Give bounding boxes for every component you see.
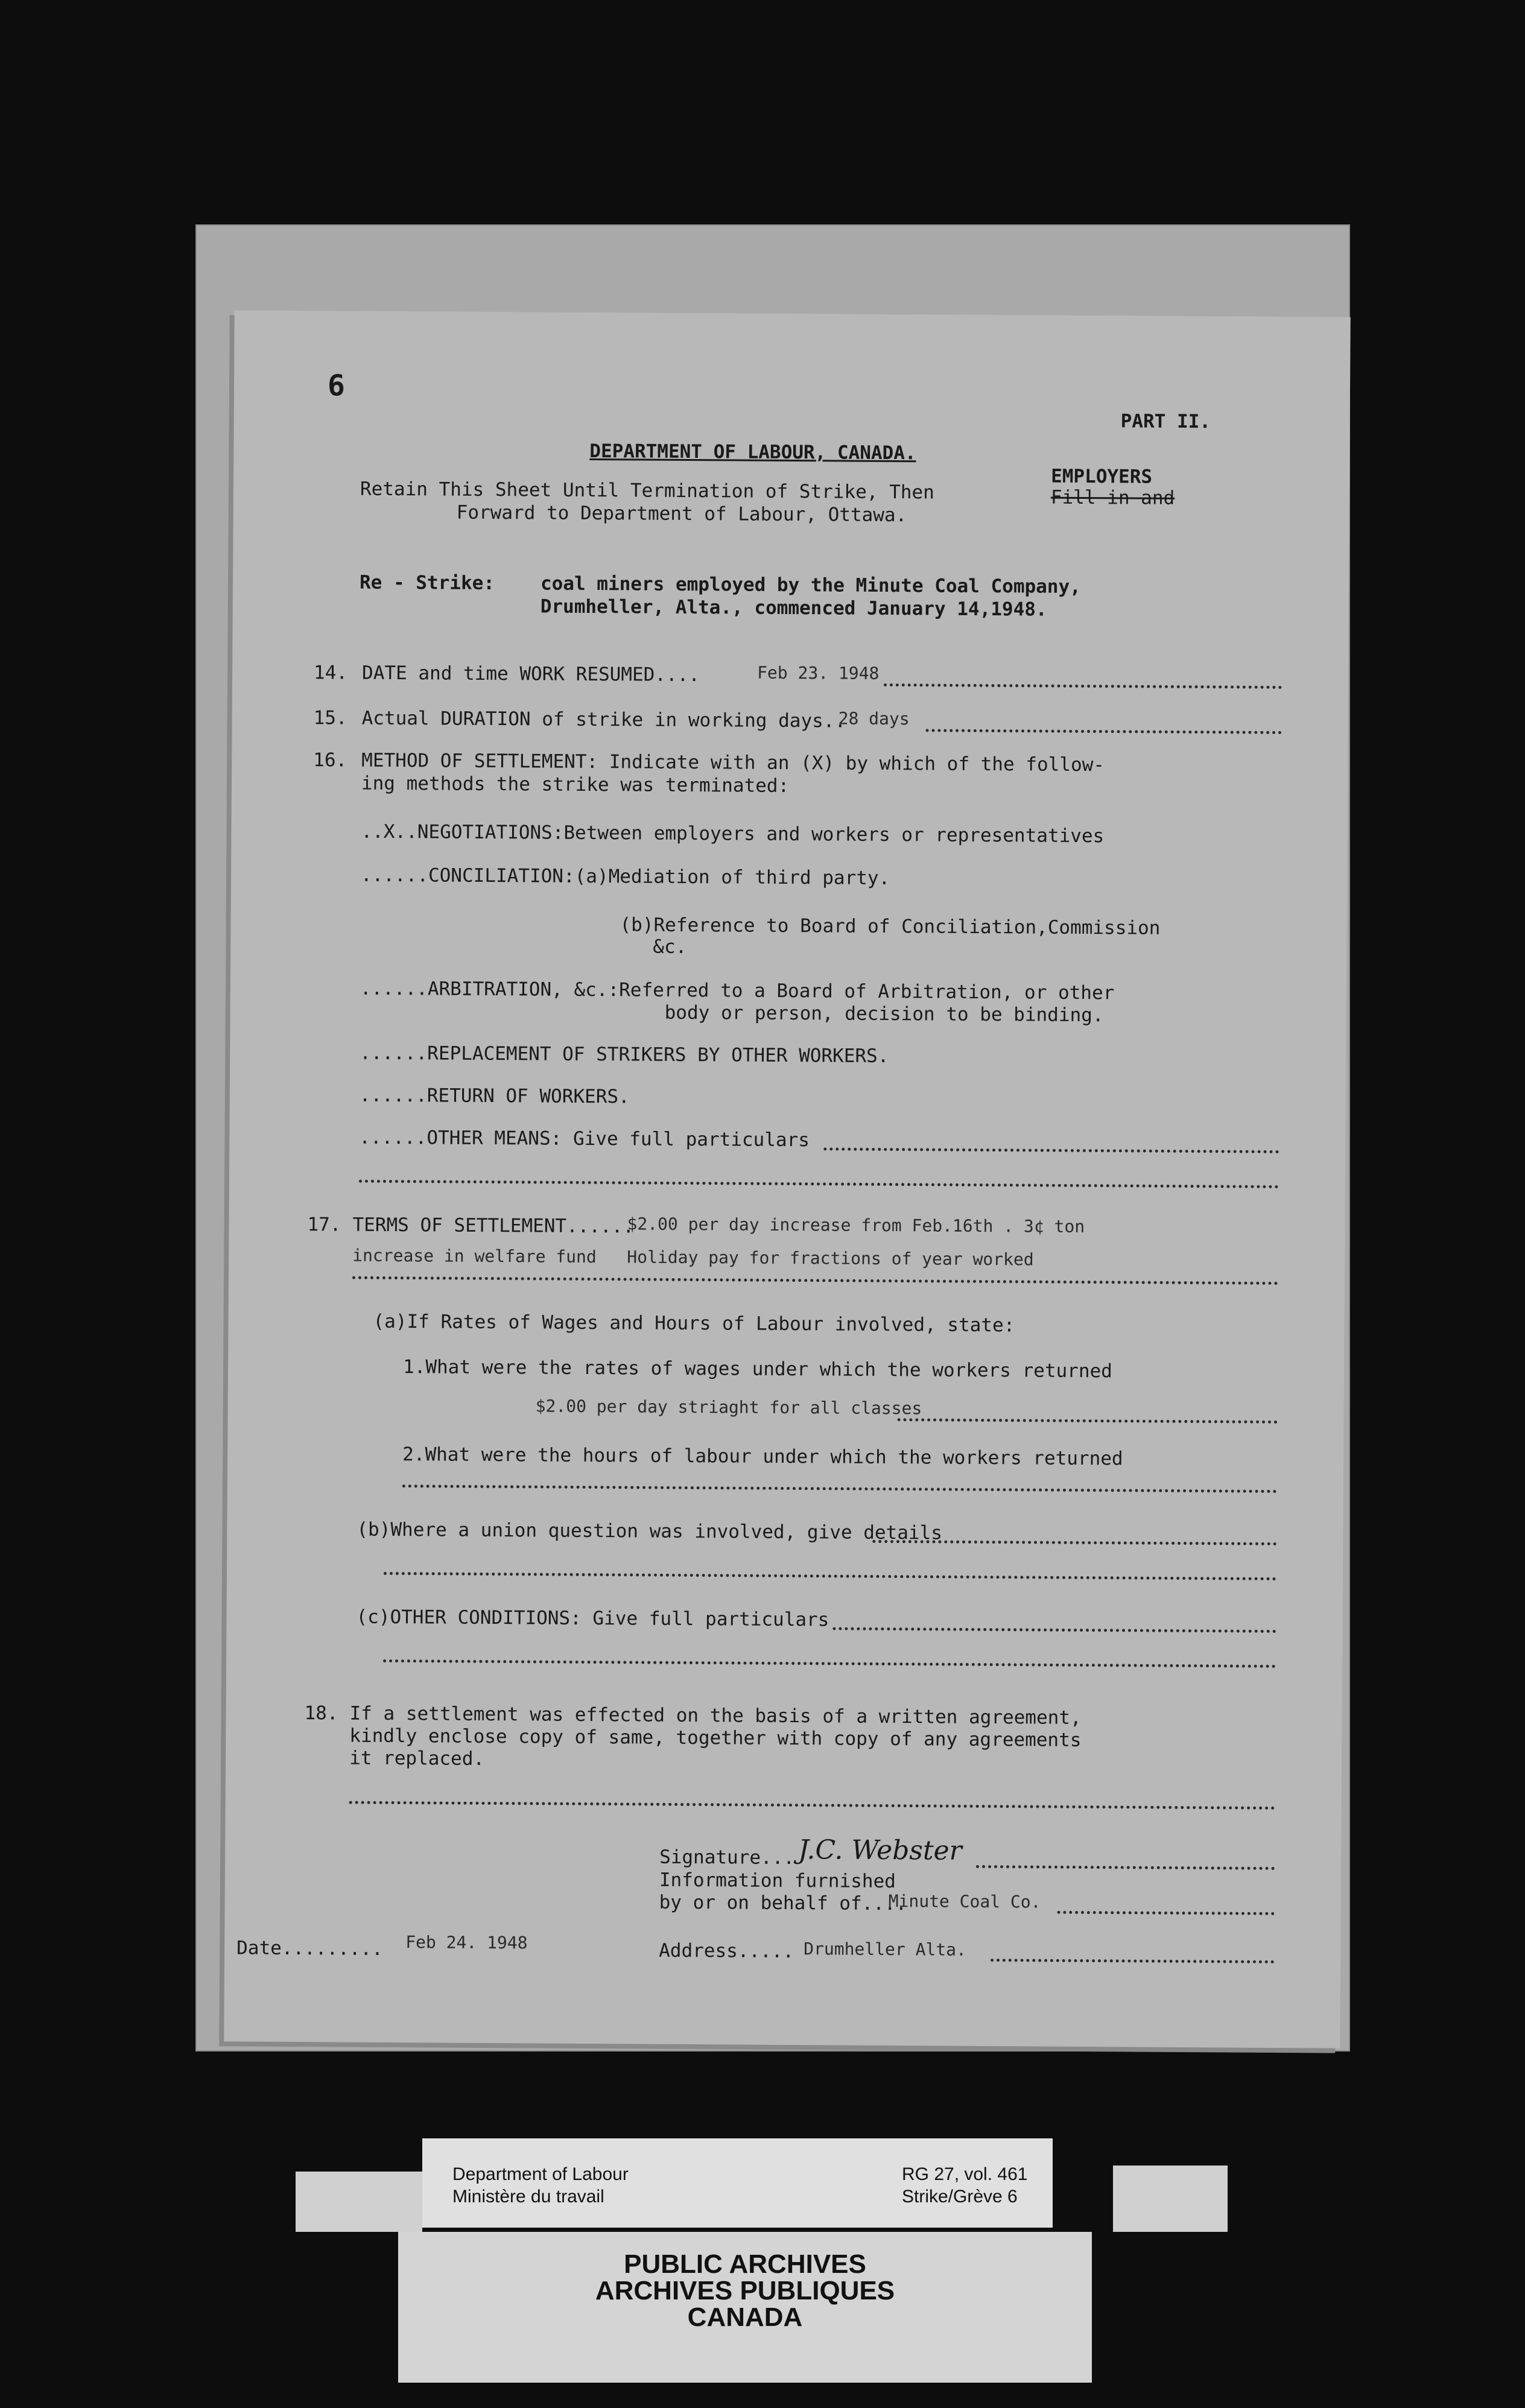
q17a2-line: 2.What were the hours of labour under which the workers returned [402,1443,1123,1470]
q17-value-2: increase in welfare fund Holiday pay for fractions of year worked [352,1245,1034,1270]
re-strike-line-2: Drumheller, Alta., commenced January 14,1948. [540,595,1047,621]
q17b-dots [872,1540,1276,1545]
stamp-line-1: PUBLIC ARCHIVES [624,2249,866,2279]
q16-line-1: METHOD OF SETTLEMENT: Indicate with an (X) by which of the follow- [361,749,1105,776]
q16-line-2: ing methods the strike was terminated: [361,772,790,797]
other-means-line: ......OTHER MEANS: Give full particulars [359,1126,810,1152]
info-line-2: by or on behalf of.... [659,1891,907,1915]
q14-label: DATE and time WORK RESUMED.... [362,662,700,686]
conciliation-b-line-1: (b)Reference to Board of Conciliation,Commission [620,914,1161,939]
q17-number: 17. [307,1214,341,1236]
info-line-1: Information furnished [659,1869,896,1893]
q15-label: Actual DURATION of strike in working days.. [361,707,846,732]
strike-form-page [224,310,1350,2048]
q14-number: 14. [314,662,348,684]
address-value: Drumheller Alta. [804,1939,967,1960]
q17c-dots [832,1627,1276,1632]
q17a1-dots [898,1418,1278,1424]
q17c-dots-2 [383,1659,1276,1668]
q18-line-1: If a settlement was effected on the basis of a written agreement, [349,1702,1082,1729]
conciliation-line: ......CONCILIATION:(a)Mediation of third party. [360,864,890,890]
q17a-line: (a)If Rates of Wages and Hours of Labour involved, state: [373,1310,1015,1337]
archive-label [422,2138,1053,2228]
other-means-dots-2 [359,1180,1279,1188]
re-strike-label: Re - Strike: [359,571,495,595]
q14-dots [884,683,1282,689]
return-line: ......RETURN OF WORKERS. [359,1084,630,1108]
arbitration-line-1: ......ARBITRATION, &c.:Referred to a Board of Arbitration, or other [360,977,1115,1004]
label-ref: RG 27, vol. 461 [902,2164,1028,2184]
q16-number: 16. [313,749,347,772]
q18-line-2: kindly enclose copy of same, together with copy of any agreements [349,1725,1082,1751]
stamp-line-3: CANADA [687,2302,803,2332]
signature-label: Signature... [659,1846,795,1869]
arbitration-line-2: body or person, decision to be binding. [664,1001,1104,1027]
negotiations-line: ..X..NEGOTIATIONS:Between employers and workers or representatives [361,820,1105,848]
archives-stamp [398,2232,1092,2383]
q15-value: 28 days [838,708,910,729]
label-flap-left [296,2172,422,2232]
address-label: Address..... [659,1939,794,1963]
q17-value-1: $2.00 per day increase from Feb.16th . 3¢ ton [627,1214,1085,1237]
q17-dots [352,1276,1278,1285]
struck-text: Fill in and [1050,486,1175,509]
part-label: PART II. [1120,410,1211,433]
label-flap-right [1113,2166,1228,2232]
retain-line-1: Retain This Sheet Until Termination of Strike, Then [360,478,934,504]
department-heading: DEPARTMENT OF LABOUR, CANADA. [589,440,916,464]
label-strike: Strike/Grève 6 [902,2187,1018,2207]
label-dept-fr: Ministère du travail [452,2187,604,2207]
q17a1-line: 1.What were the rates of wages under which the workers returned [402,1356,1112,1383]
conciliation-b-line-2: &c. [653,936,687,958]
date-value: Feb 24. 1948 [405,1932,528,1953]
corner-mark: 6 [327,369,346,403]
replacement-line: ......REPLACEMENT OF STRIKERS BY OTHER WORKERS. [360,1042,889,1068]
q14-value: Feb 23. 1948 [757,662,880,683]
q17c-line: (c)OTHER CONDITIONS: Give full particulars [356,1606,829,1631]
q18-number: 18. [304,1702,338,1725]
q17a1-value: $2.00 per day striaght for all classes [535,1396,922,1419]
q17a2-dots [402,1484,1277,1493]
signature-dots [976,1865,1275,1870]
stamp-line-2: ARCHIVES PUBLIQUES [595,2276,895,2305]
info-value: Minute Coal Co. [888,1891,1041,1912]
q17-label: TERMS OF SETTLEMENT...... [352,1214,635,1238]
q18-line-3: it replaced. [349,1747,485,1770]
signature-value: J.C. Webster [798,1834,962,1866]
q17b-dots-2 [384,1572,1276,1580]
re-strike-line-1: coal miners employed by the Minute Coal Company, [540,572,1081,598]
q17b-line: (b)Where a union question was involved, give details [357,1518,943,1544]
info-dots [1057,1911,1275,1915]
other-means-dots [823,1147,1279,1153]
inserted-employers: EMPLOYERS [1051,465,1153,488]
retain-line-2: Forward to Department of Labour, Ottawa. [456,501,907,527]
date-label: Date......... [236,1937,383,1960]
q15-number: 15. [313,707,347,729]
label-dept-en: Department of Labour [452,2164,629,2184]
q15-dots [926,729,1282,734]
address-dots [991,1959,1274,1963]
q18-dots [349,1801,1275,1810]
